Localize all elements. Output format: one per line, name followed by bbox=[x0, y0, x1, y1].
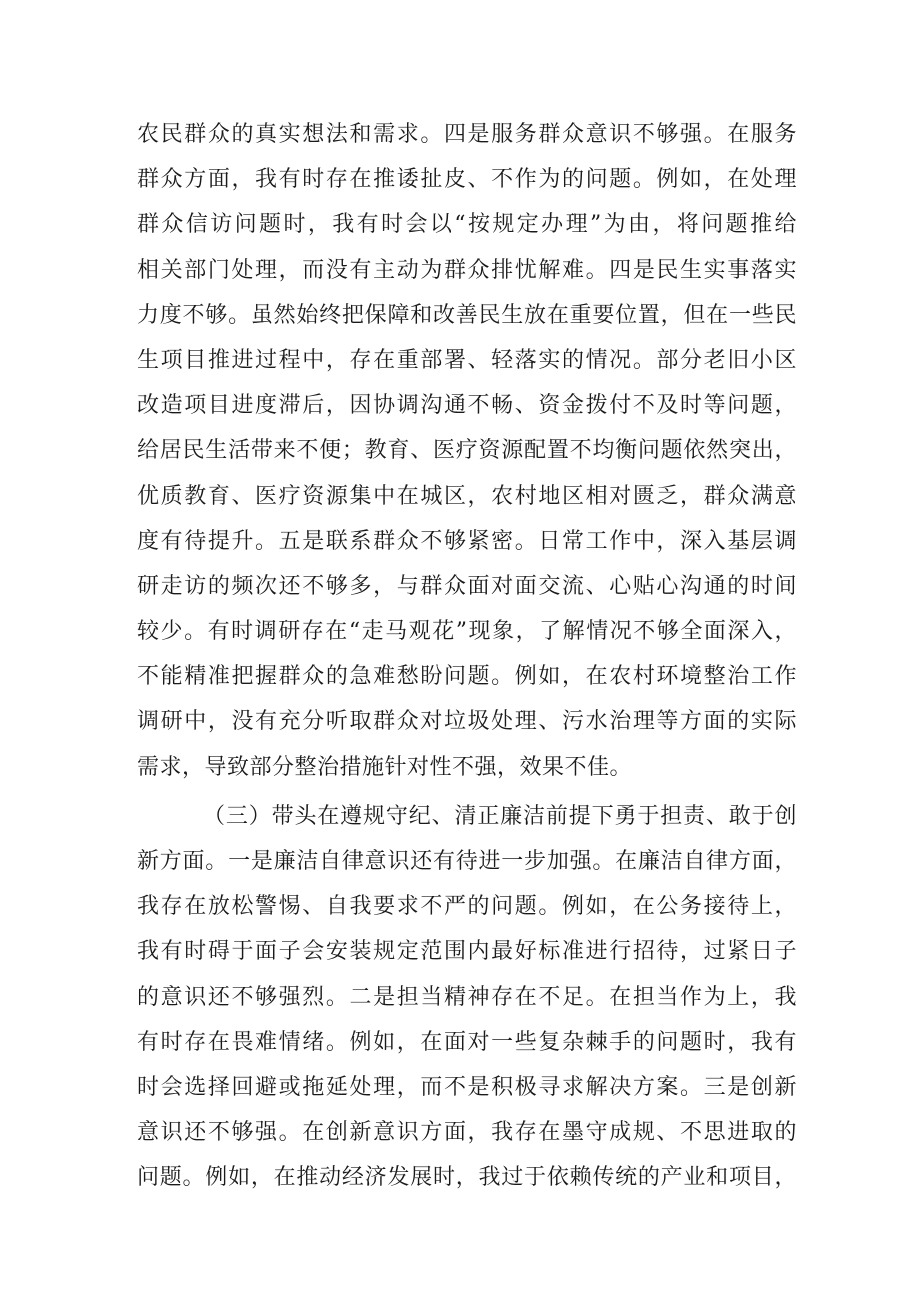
paragraph-1 bbox=[137, 112, 797, 790]
text-line: 生项目推进过程中，存在重部署、轻落实的情况。部分老旧小区 bbox=[137, 347, 797, 373]
text-line: 相关部门处理，而没有主动为群众排忧解难。四是民生实事落实 bbox=[137, 257, 797, 283]
text-line: 我存在放松警惕、自我要求不严的问题。例如，在公务接待上， bbox=[137, 894, 797, 920]
text-line: 给居民生活带来不便；教育、医疗资源配置不均衡问题依然突出， bbox=[137, 438, 797, 464]
text-line: 研走访的频次还不够多，与群众面对面交流、心贴心沟通的时间 bbox=[137, 573, 797, 599]
text-line: 意识还不够强。在创新意识方面，我存在墨守成规、不思进取的 bbox=[137, 1120, 797, 1146]
text-line: 力度不够。虽然始终把保障和改善民生放在重要位置，但在一些民 bbox=[137, 302, 797, 328]
text-line: 问题。例如，在推动经济发展时，我过于依赖传统的产业和项目， bbox=[137, 1165, 797, 1191]
text-line: 优质教育、医疗资源集中在城区，农村地区相对匮乏，群众满意 bbox=[137, 483, 797, 509]
text-line: 不能精准把握群众的急难愁盼问题。例如，在农村环境整治工作 bbox=[137, 664, 797, 690]
text-line: 我有时碍于面子会安装规定范围内最好标准进行招待，过紧日子 bbox=[137, 939, 797, 965]
body-text bbox=[137, 112, 797, 1201]
text-line: 度有待提升。五是联系群众不够紧密。日常工作中，深入基层调 bbox=[137, 528, 797, 554]
text-line: 有时存在畏难情绪。例如，在面对一些复杂棘手的问题时，我有 bbox=[137, 1029, 797, 1055]
text-line: 群众信访问题时，我有时会以“按规定办理”为由，将问题推给 bbox=[137, 212, 797, 238]
section-heading-line: （三）带头在遵规守纪、清正廉洁前提下勇于担责、敢于创 bbox=[203, 803, 797, 829]
text-line: 时会选择回避或拖延处理，而不是积极寻求解决方案。三是创新 bbox=[137, 1074, 797, 1100]
text-line: 群众方面，我有时存在推诿扯皮、不作为的问题。例如，在处理 bbox=[137, 167, 797, 193]
text-line: 需求，导致部分整治措施针对性不强，效果不佳。 bbox=[137, 754, 633, 780]
text-line: 调研中，没有充分听取群众对垃圾处理、污水治理等方面的实际 bbox=[137, 709, 797, 735]
text-line: 较少。有时调研存在“走马观花”现象，了解情况不够全面深入， bbox=[137, 619, 797, 645]
text-line: 的意识还不够强烈。二是担当精神存在不足。在担当作为上，我 bbox=[137, 984, 797, 1010]
text-line: 农民群众的真实想法和需求。四是服务群众意识不够强。在服务 bbox=[137, 122, 797, 147]
paragraph-2 bbox=[137, 794, 797, 1201]
text-line: 新方面。一是廉洁自律意识还有待进一步加强。在廉洁自律方面， bbox=[137, 849, 797, 874]
text-line: 改造项目进度滞后，因协调沟通不畅、资金拨付不及时等问题， bbox=[137, 393, 797, 419]
